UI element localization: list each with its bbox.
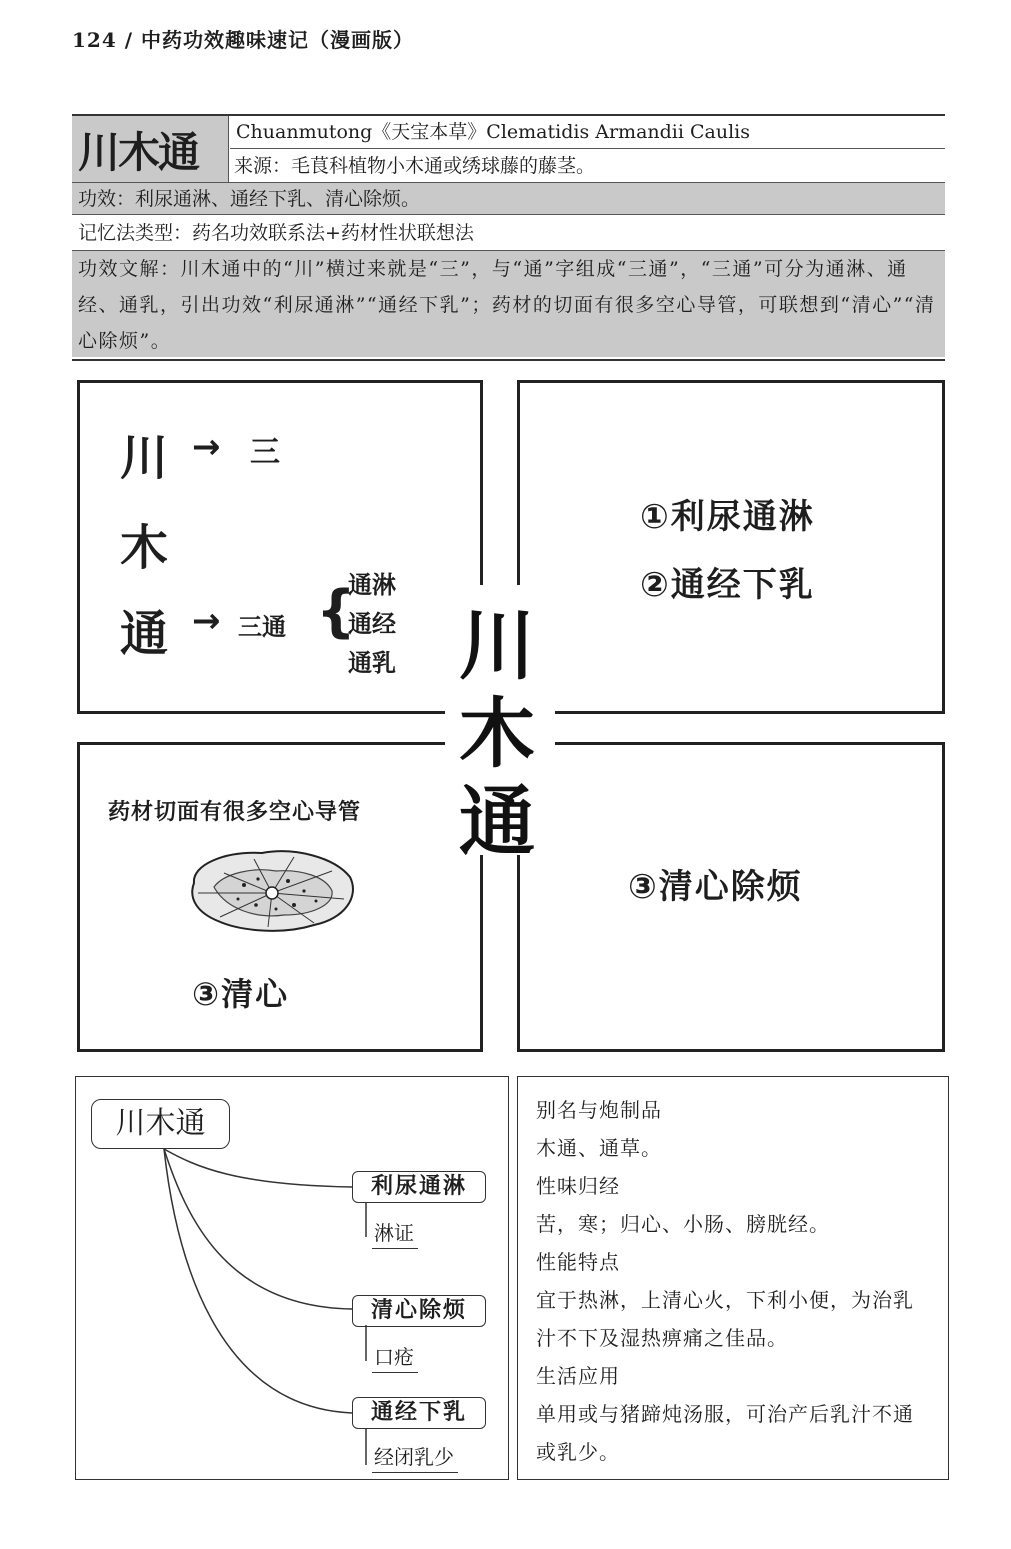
alias-heading: 别名与炮制品: [536, 1098, 662, 1122]
notes-panel: [517, 1076, 949, 1480]
mind-map-node: 通经下乳: [352, 1397, 486, 1429]
comic-panel-1: [77, 380, 483, 714]
page-header: 124 / 中药功效趣味速记（漫画版）: [72, 28, 414, 52]
char-chuan: 川: [120, 430, 169, 486]
effect-1-label: ①利尿通淋: [640, 497, 815, 537]
center-char-mu: 木: [459, 689, 535, 778]
source-row: 来源：毛茛科植物小木通或绣球藤的藤茎。: [234, 155, 596, 177]
qingxin-label: ③清心: [192, 975, 290, 1013]
mind-map-node: 清心除烦: [352, 1295, 486, 1327]
comic-panel-4: [517, 742, 945, 1052]
mind-map-subnode: 淋证: [372, 1217, 418, 1249]
mind-map-subnode: 口疮: [372, 1341, 418, 1373]
effect-2-label: ②通经下乳: [640, 565, 815, 605]
nature-heading: 性味归经: [536, 1174, 620, 1198]
comic-panel-2: [517, 380, 945, 714]
center-char-tong: 通: [459, 777, 535, 866]
mind-map: [75, 1076, 509, 1480]
mind-map-node: 利尿通淋: [352, 1171, 486, 1203]
herb-title-cell: [72, 116, 229, 182]
effect-3-label: ③清心除烦: [628, 867, 803, 907]
latin-name-row: Chuanmutong《天宝本草》Clematidis Armandii Caulis: [230, 116, 945, 149]
center-char-chuan: 川: [459, 601, 535, 690]
effect-row: 功效：利尿通淋、通经下乳、清心除烦。: [72, 182, 945, 215]
arrow-icon: →: [192, 601, 221, 641]
char-tong: 通: [120, 606, 169, 662]
cross-section-caption: 药材切面有很多空心导管: [108, 800, 362, 825]
nature-text: 苦，寒；归心、小肠、膀胱经。: [536, 1212, 830, 1236]
feature-text: 宜于热淋，上清心火，下利小便，为治乳汁不下及湿热痹痛之佳品。: [536, 1288, 914, 1350]
arrow-icon: →: [192, 427, 221, 467]
herb-name: 川木通: [78, 128, 199, 177]
herb-info-table: [72, 114, 945, 361]
herb-cross-section-image: [184, 843, 358, 935]
brace-icon: {: [316, 579, 356, 644]
alias-text: 木通、通草。: [536, 1136, 662, 1160]
branch-tongjing: 通经: [348, 610, 396, 638]
explanation-row: 功效文解：川木通中的“川”横过来就是“三”，与“通”字组成“三通”，“三通”可分为通淋、通经、通乳，引出功效“利尿通淋”“通经下乳”；药材的切面有很多空心导管，可联想到“清心”“清心除烦”。: [72, 250, 945, 357]
mind-map-subnode: 经闭乳少: [372, 1441, 458, 1473]
branch-tongru: 通乳: [348, 649, 396, 677]
center-vertical-title: [445, 585, 555, 866]
feature-heading: 性能特点: [536, 1250, 620, 1274]
comic-panel-3: [77, 742, 483, 1052]
mind-map-root: 川木通: [91, 1099, 230, 1149]
branch-tonglin: 通淋: [348, 571, 396, 599]
method-row: 记忆法类型：药名功效联系法+药材性状联想法: [78, 222, 474, 244]
result-san: 三: [250, 435, 280, 470]
result-santong: 三通: [238, 613, 286, 641]
usage-text: 单用或与猪蹄炖汤服，可治产后乳汁不通或乳少。: [536, 1402, 914, 1464]
usage-heading: 生活应用: [536, 1364, 620, 1388]
char-mu: 木: [120, 520, 169, 576]
